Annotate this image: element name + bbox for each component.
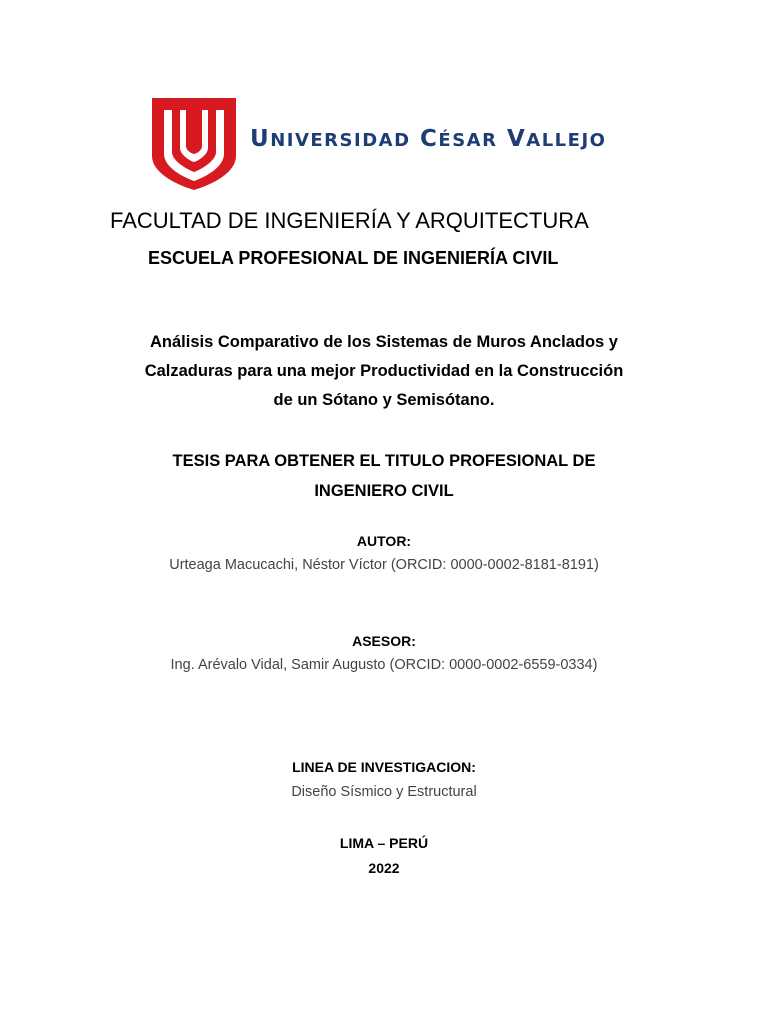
research-line-value: Diseño Sísmico y Estructural xyxy=(291,784,477,800)
thesis-title-line: Calzaduras para una mejor Productividad en la Construcción xyxy=(144,362,624,380)
advisor-label: ASESOR: xyxy=(352,633,416,649)
degree-line: TESIS PARA OBTENER EL TITULO PROFESIONAL DE xyxy=(172,452,596,470)
degree-line: INGENIERO CIVIL xyxy=(314,482,454,500)
thesis-title-line: Análisis Comparativo de los Sistemas de Muros Anclados y xyxy=(150,333,618,351)
author-label: AUTOR: xyxy=(356,533,412,549)
advisor-value: Ing. Arévalo Vidal, Samir Augusto (ORCID: 0000-0002-6559-0334) xyxy=(170,657,598,673)
logo-text-part: ALLEJO xyxy=(526,130,607,151)
degree-statement xyxy=(130,446,638,506)
faculty-heading: FACULTAD DE INGENIERÍA Y ARQUITECTURA xyxy=(110,208,589,233)
thesis-title xyxy=(104,328,664,415)
research-line-label: LINEA DE INVESTIGACION: xyxy=(292,759,476,775)
thesis-title-line: de un Sótano y Semisótano. xyxy=(273,391,495,409)
logo-text-part: ÉSAR xyxy=(438,130,498,151)
year-label: 2022 xyxy=(368,860,400,876)
university-name xyxy=(250,126,606,152)
author-value: Urteaga Macucachi, Néstor Víctor (ORCID: 0000-0002-8181-8191) xyxy=(169,557,599,573)
place-label: LIMA – PERÚ xyxy=(339,835,429,851)
shield-logo-icon xyxy=(150,96,238,190)
university-logo xyxy=(148,90,632,194)
logo-text-part: NIVERSIDAD xyxy=(270,130,411,151)
school-heading: ESCUELA PROFESIONAL DE INGENIERÍA CIVIL xyxy=(148,248,559,268)
logo-text-part: U xyxy=(250,126,271,152)
logo-text-part: C xyxy=(410,126,439,152)
logo-text-part: V xyxy=(497,126,527,152)
